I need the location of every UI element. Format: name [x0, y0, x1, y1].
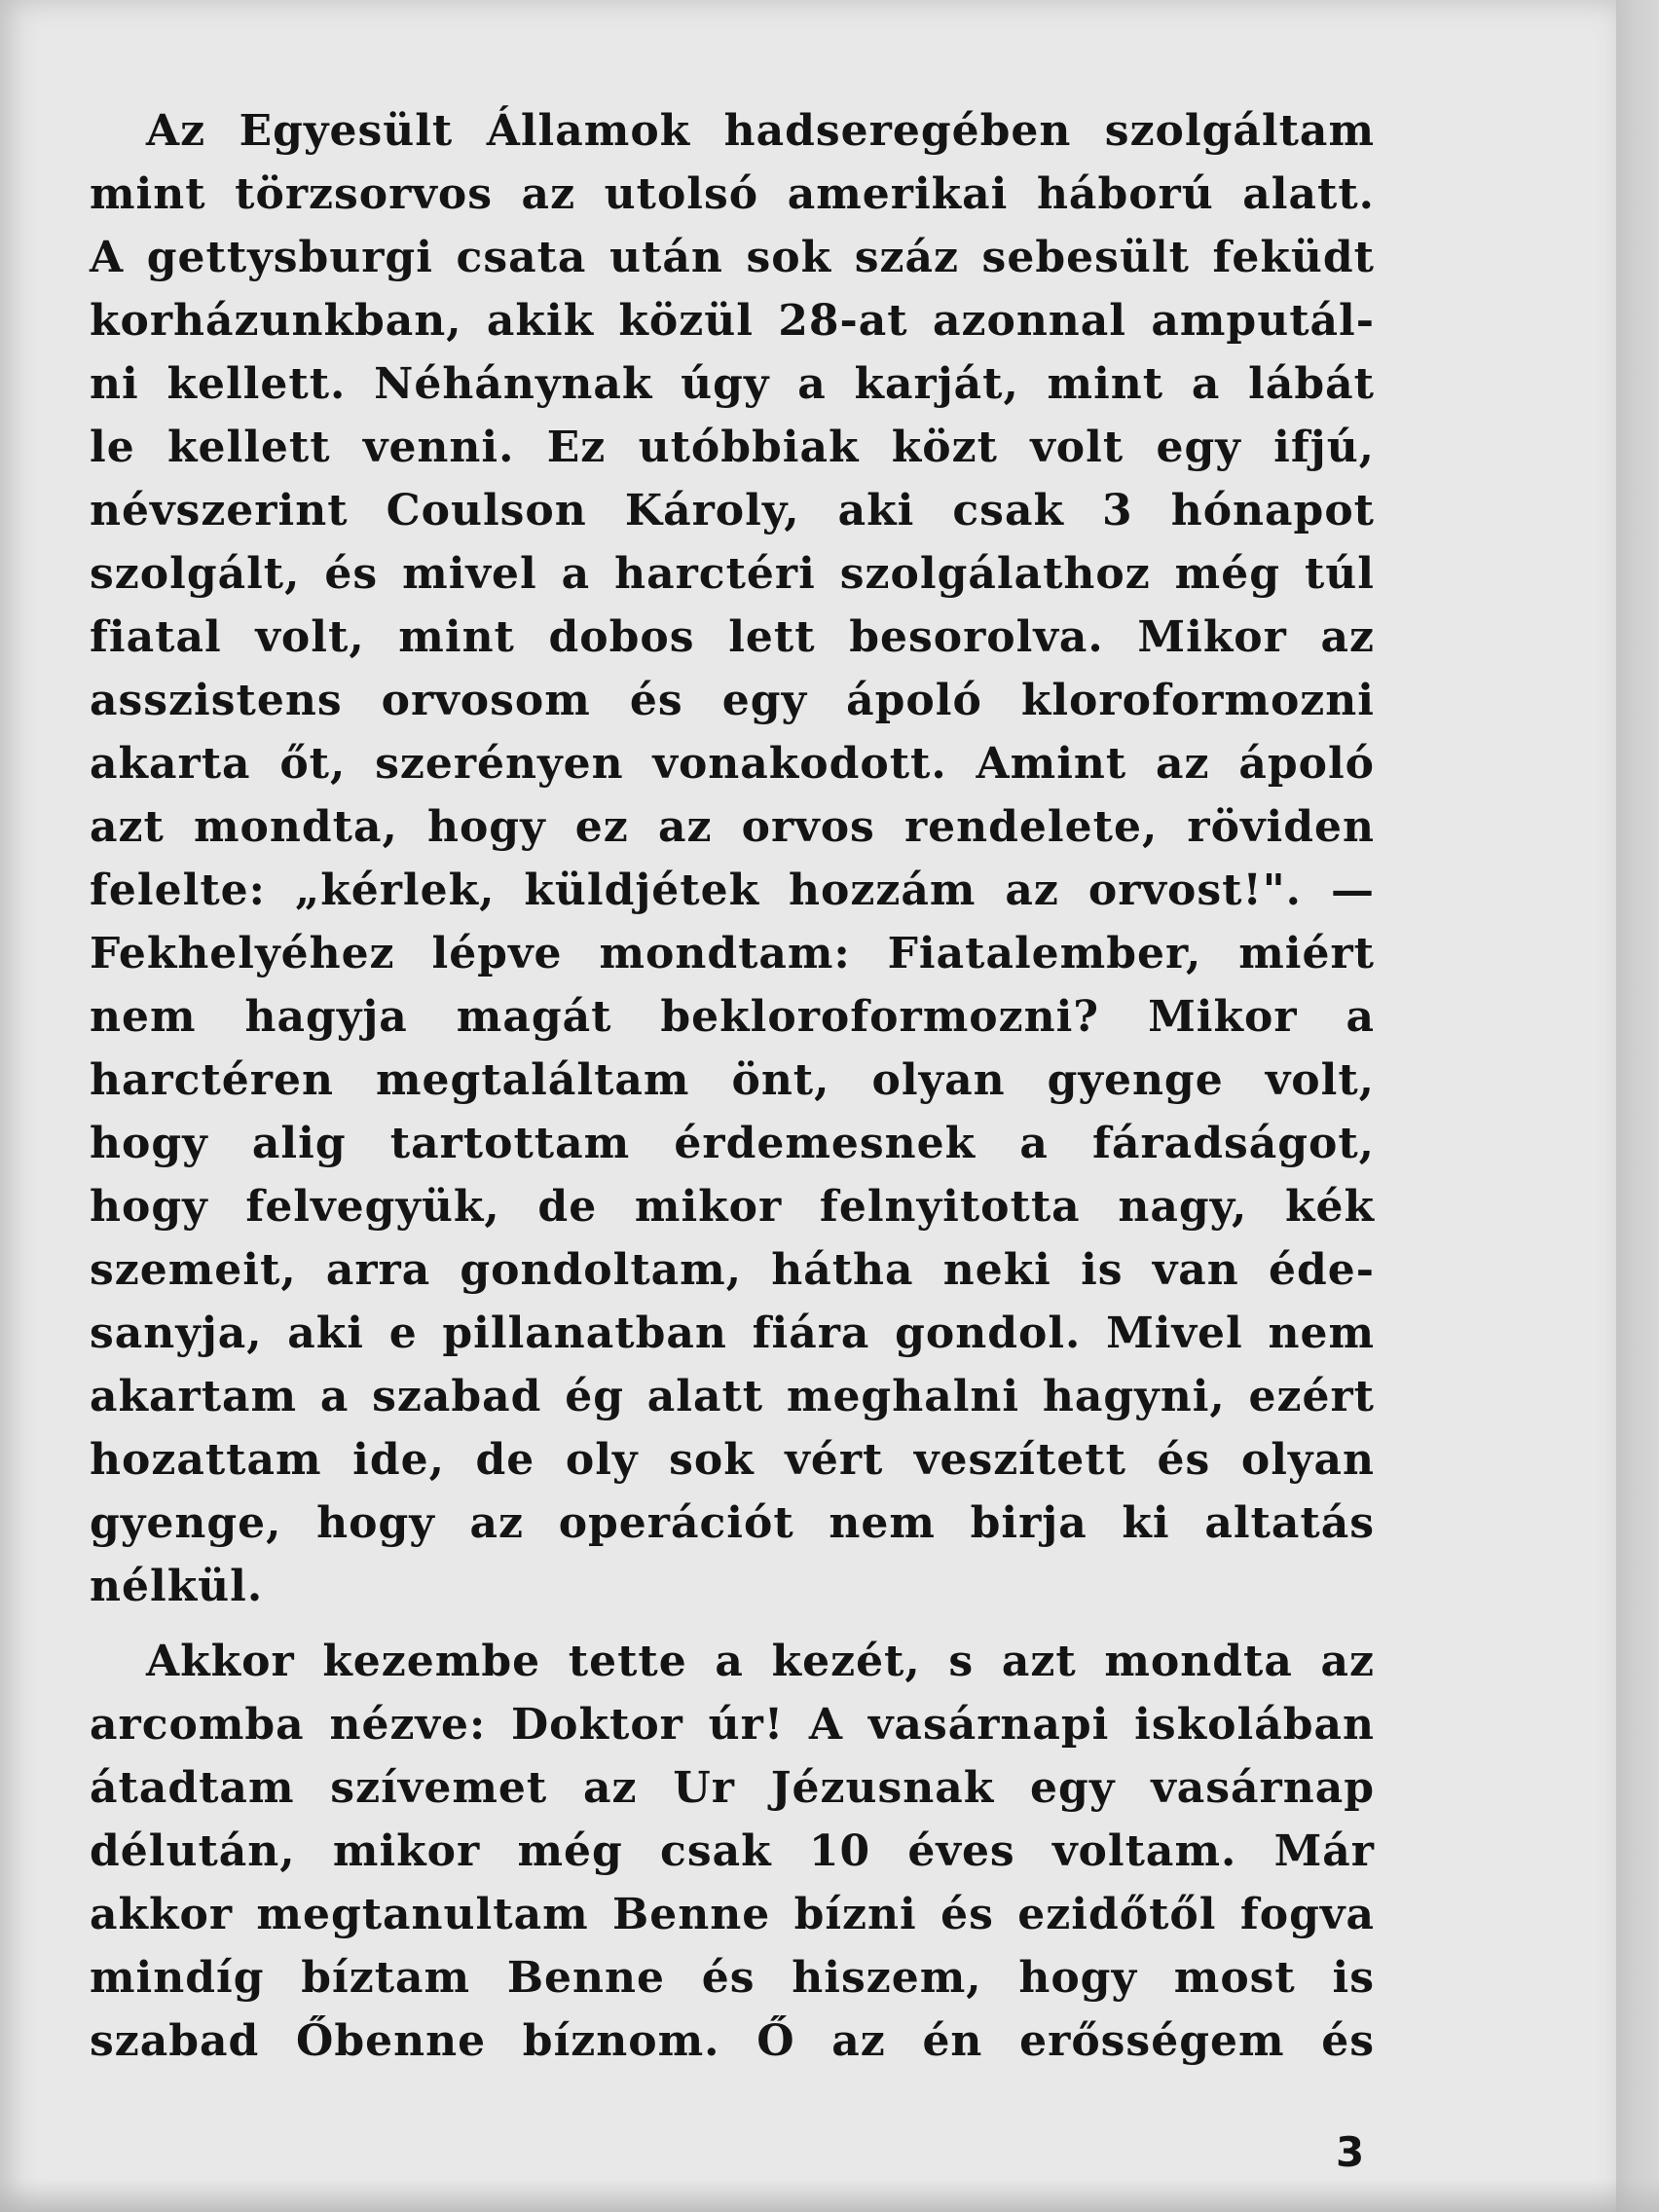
text-line: le kellett venni. Ez utóbbiak közt volt egy ifjú,: [90, 423, 1375, 472]
text-line: hogy alig tartottam érdemesnek a fáradságot,: [90, 1119, 1375, 1168]
text-line: hozattam ide, de oly sok vért veszített és olyan: [90, 1435, 1375, 1485]
text-line: mindíg bíztam Benne és hiszem, hogy most is: [90, 1953, 1375, 2003]
text-line: szabad Őbenne bíznom. Ő az én erősségem és: [90, 2016, 1375, 2066]
text-line: fiatal volt, mint dobos lett besorolva. Mikor az: [90, 612, 1375, 662]
text-line: gyenge, hogy az operációt nem birja ki altatás: [90, 1498, 1375, 1548]
text-line: sanyja, aki e pillanatban fiára gondol. Mivel nem: [90, 1309, 1375, 1358]
text-line: Akkor kezembe tette a kezét, s azt mondta az: [146, 1637, 1375, 1686]
text-line: akartam a szabad ég alatt meghalni hagyni, ezért: [90, 1372, 1375, 1421]
text-line: ni kellett. Néhánynak úgy a karját, mint a lábát: [90, 359, 1375, 409]
paragraph-gap: [90, 1618, 1375, 1630]
text-line: nem hagyja magát bekloroformozni? Mikor a: [90, 992, 1375, 1042]
text-line: nélkül.: [90, 1562, 264, 1611]
body-text: [90, 99, 1375, 2073]
text-line: azt mondta, hogy ez az orvos rendelete, röviden: [90, 802, 1375, 852]
text-line: felelte: „kérlek, küldjétek hozzám az orvost!". —: [90, 866, 1375, 915]
text-line: asszistens orvosom és egy ápoló kloroformozni: [90, 676, 1375, 725]
text-line: szemeit, arra gondoltam, hátha neki is van éde-: [90, 1245, 1375, 1295]
bottom-edge-shade: [0, 2179, 1659, 2212]
text-line: Az Egyesült Államok hadseregében szolgáltam: [146, 106, 1375, 156]
text-line: mint törzsorvos az utolsó amerikai háború alatt.: [90, 169, 1375, 219]
page-number: 3: [1336, 2128, 1365, 2176]
text-line: akarta őt, szerényen vonakodott. Amint az ápoló: [90, 739, 1375, 789]
page-edge-shadow: [1616, 0, 1659, 2212]
text-line: hogy felvegyük, de mikor felnyitotta nagy, kék: [90, 1182, 1375, 1232]
text-line: akkor megtanultam Benne bízni és ezidőtől fogva: [90, 1890, 1375, 1939]
text-line: harctéren megtaláltam önt, olyan gyenge volt,: [90, 1055, 1375, 1105]
text-line: szolgált, és mivel a harctéri szolgálathoz még túl: [90, 549, 1375, 599]
text-line: A gettysburgi csata után sok száz sebesült feküdt: [90, 233, 1375, 282]
text-line: arcomba nézve: Doktor úr! A vasárnapi iskolában: [90, 1700, 1375, 1750]
text-line: korházunkban, akik közül 28-at azonnal amputál-: [90, 296, 1375, 346]
text-line: névszerint Coulson Károly, aki csak 3 hónapot: [90, 486, 1375, 535]
text-line: Fekhelyéhez lépve mondtam: Fiatalember, miért: [90, 929, 1375, 978]
text-line: átadtam szívemet az Ur Jézusnak egy vasárnap: [90, 1763, 1375, 1813]
text-line: délután, mikor még csak 10 éves voltam. Már: [90, 1826, 1375, 1876]
